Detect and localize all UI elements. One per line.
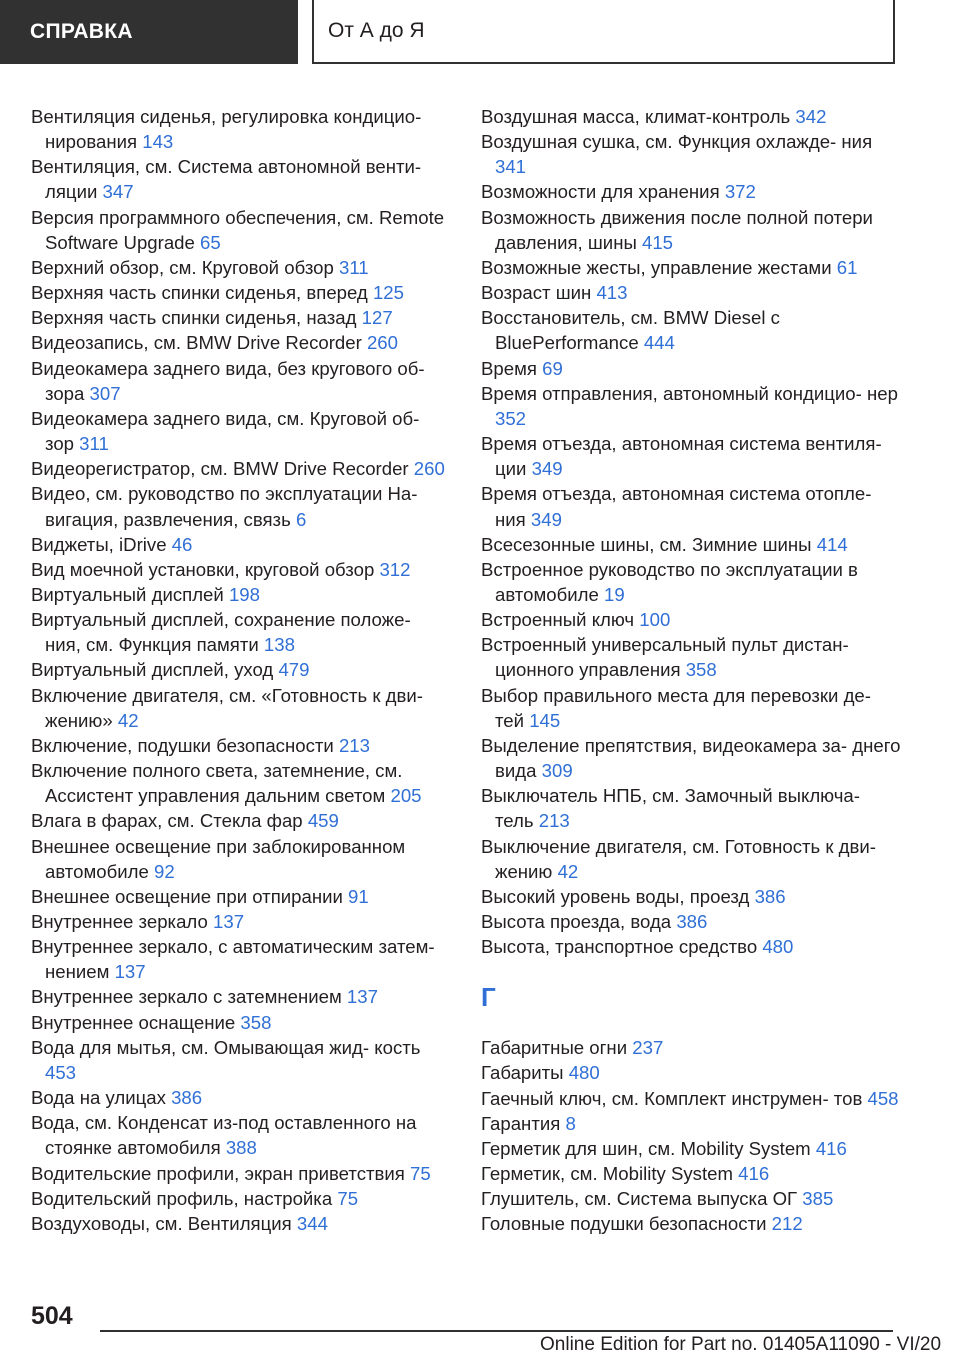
page-reference-link[interactable]: 127 — [361, 307, 393, 329]
index-group-v — [481, 104, 901, 959]
page-reference-link[interactable]: 309 — [541, 760, 573, 782]
index-entry — [31, 758, 451, 808]
page-reference-link[interactable]: 344 — [296, 1212, 328, 1234]
index-entry-text: Всесезонные шины, см. Зимние шины — [481, 533, 812, 555]
page-reference-link[interactable]: 75 — [337, 1187, 359, 1209]
index-entry — [481, 1035, 901, 1060]
index-entry-text: Герметик для шин, см. Mobility System — [481, 1137, 811, 1159]
index-entry — [31, 733, 451, 758]
index-entry-text: Видеокамера заднего вида, без кругового об- зора — [31, 357, 425, 404]
index-entry-text: Воздуховоды, см. Вентиляция — [31, 1212, 292, 1234]
index-entry — [481, 280, 901, 305]
index-entry-text: Встроенный универсальный пульт дистан- ционного управления — [481, 634, 849, 681]
index-entry-text: Видеорегистратор, см. BMW Drive Recorder — [31, 458, 409, 480]
page-reference-link[interactable]: 453 — [45, 1061, 77, 1083]
page-reference-link[interactable]: 92 — [153, 860, 175, 882]
index-entry-text: Водительский профиль, настройка — [31, 1187, 333, 1209]
index-entry — [481, 1136, 901, 1161]
index-entry — [31, 255, 451, 280]
index-entry — [31, 205, 451, 255]
index-entry — [481, 179, 901, 204]
page-reference-link[interactable]: 349 — [531, 458, 563, 480]
index-column-left — [31, 104, 451, 1236]
index-entry — [31, 280, 451, 305]
page-reference-link[interactable]: 125 — [372, 282, 404, 304]
page-reference-link[interactable]: 8 — [565, 1112, 576, 1134]
index-entry — [481, 607, 901, 632]
index-entry-text: Возможные жесты, управление жестами — [481, 256, 832, 278]
page-reference-link[interactable]: 19 — [603, 583, 625, 605]
index-entry — [31, 356, 451, 406]
index-column-right — [481, 104, 901, 1237]
index-entry-text: Вид моечной установки, круговой обзор — [31, 558, 375, 580]
page-reference-link[interactable]: 42 — [117, 709, 139, 731]
index-entry-text: Внутреннее зеркало — [31, 911, 208, 932]
index-entry-text: Вода на улицах — [31, 1087, 166, 1109]
page-reference-link[interactable]: 311 — [339, 256, 369, 278]
page-reference-link[interactable]: 416 — [738, 1163, 770, 1185]
index-entry — [481, 356, 901, 381]
index-entry — [481, 733, 901, 783]
page-number: 504 — [31, 1302, 73, 1330]
page-reference-link[interactable]: 311 — [79, 433, 109, 455]
index-entry-text: Включение полного света, затемнение, см. Ассистент управления дальним светом — [31, 760, 403, 807]
index-entry — [31, 884, 451, 909]
index-entry-text: Высота проезда, вода — [481, 911, 672, 932]
index-entry — [31, 1035, 451, 1085]
page-reference-link[interactable]: 341 — [495, 156, 527, 178]
index-entry — [31, 834, 451, 884]
index-entry-text: Верхняя часть спинки сиденья, вперед — [31, 282, 368, 304]
index-entry — [481, 481, 901, 531]
page-reference-link[interactable]: 388 — [225, 1137, 257, 1159]
index-entry-text: Виртуальный дисплей, сохранение положе- ния, см. Функция памяти — [31, 609, 411, 656]
index-entry — [31, 406, 451, 456]
footer-divider — [100, 1330, 893, 1332]
index-entry — [31, 1085, 451, 1110]
index-entry-text: Восстановитель, см. BMW Diesel с BluePerformance — [481, 307, 780, 354]
page-reference-link[interactable]: 444 — [643, 332, 675, 354]
index-entry — [31, 582, 451, 607]
page-reference-link[interactable]: 42 — [557, 860, 579, 882]
page-reference-link[interactable]: 143 — [142, 131, 174, 153]
page-reference-link[interactable]: 46 — [171, 533, 193, 555]
page-reference-link[interactable]: 479 — [278, 659, 310, 681]
edition-footer: Online Edition for Part no. 01405A11090 - VI/20 — [540, 1334, 942, 1355]
index-entry-text: Внутреннее зеркало, с автоматическим затем- нением — [31, 936, 435, 983]
index-entry-text: Высота, транспортное средство — [481, 936, 758, 958]
index-entry — [31, 909, 451, 934]
index-entry — [31, 1211, 451, 1236]
index-entry — [481, 783, 901, 833]
page-reference-link[interactable]: 415 — [642, 231, 674, 253]
index-entry — [31, 532, 451, 557]
page-reference-link[interactable]: 385 — [802, 1188, 834, 1210]
index-entry — [31, 657, 451, 682]
page-reference-link[interactable]: 386 — [754, 885, 786, 907]
index-entry — [31, 984, 451, 1009]
index-entry — [481, 205, 901, 255]
index-entry-text: Вода, см. Конденсат из-под оставленного на стоянке автомобиля — [31, 1112, 417, 1159]
index-entry-text: Влага в фарах, см. Стекла фар — [31, 810, 303, 832]
index-entry-text: Виджеты, iDrive — [31, 533, 167, 555]
page-reference-link[interactable]: 347 — [102, 181, 134, 203]
index-entry — [31, 104, 451, 154]
index-entry — [481, 834, 901, 884]
page-reference-link[interactable]: 372 — [724, 181, 756, 203]
index-entry — [481, 909, 901, 934]
index-entry-text: Встроенное руководство по эксплуатации в автомобиле — [481, 558, 858, 605]
page-reference-link[interactable]: 137 — [114, 961, 146, 983]
index-entry — [31, 683, 451, 733]
section-letter-heading: Г — [481, 982, 496, 1013]
page-reference-link[interactable]: 414 — [816, 533, 848, 555]
page-reference-link[interactable]: 349 — [530, 508, 562, 530]
index-entry-text: Включение, подушки безопасности — [31, 734, 334, 756]
page-reference-link[interactable]: 260 — [413, 458, 445, 480]
index-entry — [481, 557, 901, 607]
page-reference-link[interactable]: 69 — [542, 357, 563, 379]
index-entry-text: Выделение препятствия, видеокамера за- днего вида — [481, 734, 901, 782]
index-entry — [31, 607, 451, 657]
index-entry-text: Выключатель НПБ, см. Замочный выключа- тель — [481, 785, 860, 832]
index-entry — [481, 1111, 901, 1136]
page-reference-link[interactable]: 91 — [348, 885, 369, 907]
index-entry — [481, 381, 901, 431]
index-entry — [481, 104, 901, 129]
page-reference-link[interactable]: 307 — [89, 382, 121, 404]
page-reference-link[interactable]: 260 — [366, 332, 398, 354]
index-entry-text: Воздушная сушка, см. Функция охлажде- ния — [481, 131, 873, 153]
index-entry-text: Видеокамера заднего вида, см. Круговой об- зор — [31, 407, 420, 455]
index-entry — [481, 255, 901, 280]
page-reference-link[interactable]: 358 — [685, 659, 717, 681]
page-reference-link[interactable]: 138 — [263, 634, 295, 656]
index-entry-text: Время — [481, 357, 537, 379]
index-entry — [31, 934, 451, 984]
top-navigation — [0, 0, 960, 66]
index-entry-text: Время отъезда, автономная система вентиля- ции — [481, 433, 882, 480]
index-entry-text: Вода для мытья, см. Омывающая жид- кость — [31, 1036, 421, 1058]
page-reference-link[interactable]: 65 — [200, 231, 221, 253]
page-reference-link[interactable]: 342 — [795, 106, 827, 127]
index-entry-text: Время отправления, автономный кондицио- нер — [481, 382, 898, 404]
index-entry-text: Возможности для хранения — [481, 181, 720, 203]
page-reference-link[interactable]: 386 — [171, 1087, 203, 1109]
index-entry — [31, 1110, 451, 1160]
page-reference-link[interactable]: 75 — [410, 1162, 431, 1184]
index-entry-text: Водительские профили, экран приветствия — [31, 1162, 405, 1184]
index-entry-text: Виртуальный дисплей, уход — [31, 659, 274, 681]
index-entry-text: Воздушная масса, климат-контроль — [481, 106, 791, 127]
index-entry-text: Возраст шин — [481, 282, 592, 304]
index-entry-text: Внутреннее зеркало с затемнением — [31, 986, 342, 1008]
index-entry — [31, 557, 451, 582]
index-entry-text: Головные подушки безопасности — [481, 1213, 767, 1235]
page-reference-link[interactable]: 61 — [836, 256, 858, 278]
page-reference-link[interactable]: 352 — [495, 407, 527, 429]
page-reference-link[interactable]: 459 — [307, 810, 339, 832]
tab-reference[interactable]: СПРАВКА — [0, 0, 298, 64]
index-entry — [31, 456, 451, 481]
index-entry-text: Верхняя часть спинки сиденья, назад — [31, 307, 357, 329]
index-entry-text: Встроенный ключ — [481, 609, 635, 631]
page-reference-link[interactable]: 312 — [379, 558, 411, 580]
index-entry — [31, 481, 451, 531]
index-entry-text: Габариты — [481, 1062, 564, 1084]
page-reference-link[interactable]: 213 — [538, 810, 570, 832]
page-reference-link[interactable]: 205 — [390, 785, 422, 807]
index-entry-text: Включение двигателя, см. «Готовность к дви- жению» — [31, 684, 423, 731]
index-entry — [481, 1060, 901, 1085]
index-entry-text: Гаечный ключ, см. Комплект инструмен- тов — [481, 1087, 863, 1109]
page-reference-link[interactable]: 137 — [346, 986, 378, 1008]
index-entry-text: Глушитель, см. Система выпуска ОГ — [481, 1188, 798, 1210]
index-entry — [31, 154, 451, 204]
index-entry-text: Возможность движения после полной потери давления, шины — [481, 206, 873, 253]
index-entry-text: Видео, см. руководство по эксплуатации На- вигация, развлечения, связь — [31, 483, 418, 530]
page-reference-link[interactable]: 413 — [596, 282, 628, 304]
page-reference-link[interactable]: 213 — [338, 734, 370, 756]
page-reference-link[interactable]: 480 — [568, 1062, 600, 1084]
index-entry-text: Верхний обзор, см. Круговой обзор — [31, 256, 334, 278]
index-entry — [481, 884, 901, 909]
page-reference-link[interactable]: 458 — [867, 1087, 899, 1109]
index-entry-text: Вентиляция, см. Система автономной венти- ляции — [31, 156, 422, 203]
index-entry-text: Внутреннее оснащение — [31, 1011, 236, 1033]
page-reference-link[interactable]: 198 — [228, 583, 260, 605]
index-entry-text: Внешнее освещение при заблокированном автомобиле — [31, 835, 406, 882]
index-entry — [481, 934, 901, 959]
index-entry — [31, 330, 451, 355]
index-entry — [31, 1010, 451, 1035]
index-entry-text: Видеозапись, см. BMW Drive Recorder — [31, 332, 362, 354]
index-entry — [481, 1186, 901, 1211]
index-entry-text: Время отъезда, автономная система отопле- ния — [481, 483, 872, 530]
index-entry-text: Габаритные огни — [481, 1037, 628, 1059]
page-reference-link[interactable]: 137 — [213, 911, 245, 932]
index-entry-text: Выключение двигателя, см. Готовность к дви- жению — [481, 835, 876, 882]
index-entry-text: Внешнее освещение при отпирании — [31, 885, 343, 907]
page-reference-link[interactable]: 100 — [639, 609, 671, 631]
index-entry — [31, 305, 451, 330]
index-entry — [481, 1161, 901, 1186]
index-entry — [481, 1211, 901, 1236]
index-entry — [31, 1186, 451, 1211]
page-reference-link[interactable]: 480 — [762, 936, 794, 958]
index-entry — [31, 1161, 451, 1186]
page-reference-link[interactable]: 212 — [771, 1213, 803, 1235]
index-group-g — [481, 1035, 901, 1236]
section-title-tab[interactable]: От А до Я — [312, 0, 895, 64]
index-entry — [481, 129, 901, 179]
index-entry — [481, 632, 901, 682]
index-entry-text: Виртуальный дисплей — [31, 583, 224, 605]
index-entry-text: Вентиляция сиденья, регулировка кондицио- нирования — [31, 106, 422, 153]
page-reference-link[interactable]: 416 — [815, 1137, 847, 1159]
index-entry-text: Выбор правильного места для перевозки де- тей — [481, 684, 871, 731]
index-entry — [481, 532, 901, 557]
index-entry — [481, 683, 901, 733]
index-entry-text: Высокий уровень воды, проезд — [481, 885, 750, 907]
index-entry-text: Версия программного обеспечения, см. Remote Software Upgrade — [31, 206, 445, 253]
index-entry — [481, 431, 901, 481]
index-entry-text: Гарантия — [481, 1112, 561, 1134]
index-entry — [31, 808, 451, 833]
page-reference-link[interactable]: 358 — [240, 1011, 272, 1033]
page-reference-link[interactable]: 386 — [676, 911, 708, 932]
page-reference-link[interactable]: 237 — [632, 1037, 664, 1059]
page-reference-link[interactable]: 6 — [295, 508, 307, 530]
index-entry — [481, 305, 901, 355]
index-entry — [481, 1086, 901, 1111]
index-entry-text: Герметик, см. Mobility System — [481, 1163, 733, 1185]
page-reference-link[interactable]: 145 — [529, 709, 561, 731]
